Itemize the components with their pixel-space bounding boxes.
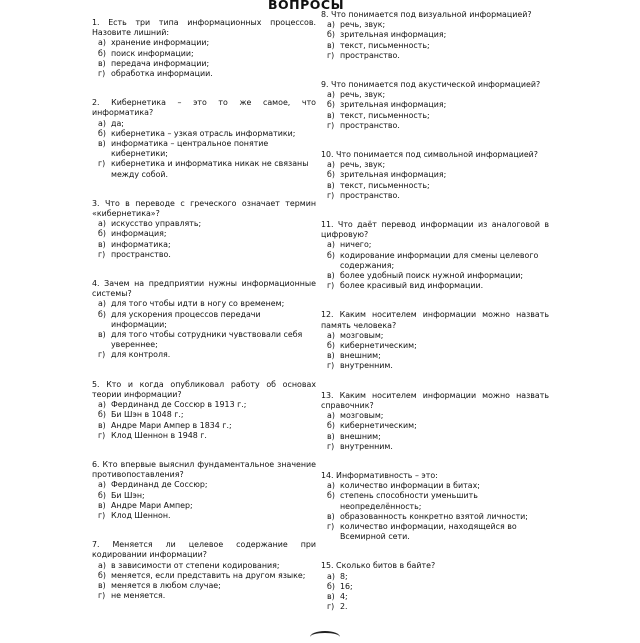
option-letter: в) — [327, 110, 335, 120]
option-text: 2. — [340, 602, 348, 612]
page-title: ВОПРОСЫ — [268, 0, 345, 12]
answer-option — [321, 491, 549, 511]
option-letter: г) — [327, 441, 335, 451]
option-letter: б) — [327, 250, 335, 260]
option-letter: в) — [98, 139, 106, 149]
option-text: Би Шэн; — [111, 490, 145, 500]
option-text: текст, письменность; — [340, 180, 430, 190]
option-text: Андре Мари Ампер в 1834 г.; — [111, 420, 232, 430]
answer-option — [321, 191, 549, 201]
answer-option — [321, 41, 549, 51]
answer-option — [92, 229, 316, 239]
option-text: зрительная информация; — [340, 170, 447, 180]
option-text: не меняется. — [111, 591, 166, 601]
option-text: зрительная информация; — [340, 30, 447, 40]
answer-option — [321, 481, 549, 491]
option-text: внешним; — [340, 351, 381, 361]
answer-option — [321, 271, 549, 281]
answer-options — [92, 400, 316, 441]
option-text: речь, звук; — [340, 90, 386, 100]
option-text: мозговым; — [340, 330, 384, 340]
question-block — [321, 391, 549, 452]
option-text: мозговым; — [340, 411, 384, 421]
question-block — [92, 199, 316, 260]
question-text: 10. Что понимается под символьной информацией? — [321, 150, 538, 160]
option-letter: в) — [327, 351, 335, 361]
answer-option — [92, 129, 316, 139]
option-text: 16; — [340, 581, 353, 591]
answer-option — [321, 341, 549, 351]
option-text: для ускорения процессов передачи информации; — [111, 309, 261, 329]
option-text: искусство управлять; — [111, 219, 202, 229]
option-text: текст, письменность; — [340, 110, 430, 120]
answer-option — [321, 111, 549, 121]
option-letter: в) — [327, 180, 335, 190]
option-text: количество информации, находящейся во Всемирной сети. — [340, 521, 517, 542]
option-letter: а) — [327, 160, 335, 170]
answer-option — [321, 30, 549, 40]
answer-options — [321, 572, 549, 613]
option-letter: а) — [98, 560, 106, 570]
question-text: 3. Что в переводе с греческого означает термин «кибернетика»? — [92, 198, 316, 219]
option-text: внешним; — [340, 431, 381, 441]
option-text: Би Шэн в 1048 г.; — [111, 410, 184, 420]
option-text: более удобный поиск нужной информации; — [340, 271, 524, 281]
option-text: Клод Шеннон. — [111, 510, 171, 520]
option-text: Фердинанд де Соссюр; — [111, 480, 208, 490]
answer-option — [321, 592, 549, 602]
option-text: поиск информации; — [111, 48, 194, 58]
option-letter: а) — [327, 20, 335, 30]
option-letter: г) — [327, 602, 335, 612]
question-text: 12. Каким носителем информации можно назвать память человека? — [321, 310, 549, 330]
question-text: 4. Зачем на предприятии нужны информационные системы? — [92, 279, 316, 299]
answer-option — [92, 159, 316, 179]
option-text: количество информации в битах; — [340, 481, 480, 491]
option-letter: б) — [327, 421, 335, 431]
option-letter: г) — [327, 521, 335, 531]
answer-option — [321, 442, 549, 452]
answer-options — [92, 219, 316, 260]
answer-option — [321, 522, 549, 542]
option-text: кибернетическим; — [340, 421, 417, 431]
question-text: 1. Есть три типа информационных процессов. Назовите лишний: — [92, 18, 316, 38]
answer-option — [321, 181, 549, 191]
answer-option — [321, 240, 549, 250]
answer-option — [92, 139, 316, 159]
answer-option — [321, 582, 549, 592]
option-text: речь, звук; — [340, 20, 386, 30]
answer-option — [92, 511, 316, 521]
question-block — [321, 310, 549, 371]
answer-option — [92, 501, 316, 511]
answer-option — [321, 251, 549, 271]
answer-options — [321, 160, 549, 201]
option-letter: в) — [98, 58, 106, 68]
answer-options — [321, 240, 549, 291]
question-text: 8. Что понимается под визуальной информацией? — [321, 10, 532, 19]
answer-option — [92, 410, 316, 420]
option-text: хранение информации; — [111, 38, 210, 48]
option-text: внутренним. — [340, 361, 393, 371]
answer-option — [321, 361, 549, 371]
option-letter: г) — [98, 591, 106, 601]
answer-option — [321, 121, 549, 131]
question-text: 6. Кто впервые выяснил фундаментальное значение противопоставления? — [92, 459, 316, 480]
question-block — [92, 540, 316, 601]
answer-option — [92, 350, 316, 360]
option-text: информация; — [111, 229, 167, 239]
option-text: кибернетика – узкая отрасль информатики; — [111, 128, 296, 138]
answer-option — [92, 581, 316, 591]
option-text: более красивый вид информации. — [340, 281, 484, 291]
option-letter: а) — [98, 118, 106, 128]
option-letter: в) — [327, 511, 335, 521]
question-text: 7. Меняется ли целевое содержание при кодировании информации? — [92, 540, 316, 560]
option-letter: б) — [98, 309, 106, 319]
option-letter: г) — [98, 69, 106, 79]
answer-option — [92, 38, 316, 48]
option-letter: г) — [98, 510, 106, 520]
answer-options — [92, 480, 316, 521]
option-letter: г) — [98, 159, 106, 169]
option-text: зрительная информация; — [340, 100, 447, 110]
option-text: меняется, если представить на другом языке; — [111, 570, 306, 580]
option-letter: б) — [327, 581, 335, 591]
option-letter: в) — [327, 591, 335, 601]
answer-option — [321, 160, 549, 170]
option-letter: г) — [98, 430, 106, 440]
answer-options — [321, 331, 549, 372]
answer-options — [321, 411, 549, 452]
answer-option — [92, 219, 316, 229]
question-block — [321, 220, 549, 291]
option-letter: г) — [98, 350, 106, 360]
option-letter: б) — [98, 128, 106, 138]
answer-options — [92, 38, 316, 79]
option-text: кибернетика и информатика никак не связаны между собой. — [111, 159, 309, 179]
option-text: для того чтобы сотрудники чувствовали себя увереннее; — [111, 330, 303, 350]
option-letter: а) — [98, 38, 106, 48]
answer-options — [321, 481, 549, 542]
option-text: образованность конкретно взятой личности; — [340, 511, 528, 521]
question-text: 11. Что даёт перевод информации из аналоговой в цифровую? — [321, 220, 549, 240]
question-block — [92, 460, 316, 521]
option-text: речь, звук; — [340, 160, 386, 170]
answer-option — [92, 431, 316, 441]
question-block — [92, 279, 316, 361]
answer-option — [321, 100, 549, 110]
answer-options — [321, 90, 549, 131]
option-text: степень способности уменьшить неопределённость; — [340, 491, 478, 511]
question-block — [321, 150, 549, 201]
option-letter: б) — [327, 100, 335, 110]
answer-options — [92, 561, 316, 602]
answer-options — [92, 299, 316, 360]
answer-option — [321, 331, 549, 341]
answer-option — [92, 491, 316, 501]
option-letter: г) — [327, 190, 335, 200]
answer-option — [321, 51, 549, 61]
option-text: Фердинанд де Соссюр в 1913 г.; — [111, 400, 247, 410]
question-text: 14. Информативность – это: — [321, 470, 438, 480]
option-letter: б) — [327, 170, 335, 180]
answer-option — [92, 561, 316, 571]
option-letter: в) — [327, 271, 335, 281]
option-letter: а) — [327, 571, 335, 581]
page-corner-mark — [310, 631, 340, 643]
option-text: кодирование информации для смены целевого содержания; — [340, 250, 539, 270]
option-text: в зависимости от степени кодирования; — [111, 560, 280, 570]
answer-option — [92, 310, 316, 330]
option-letter: а) — [327, 481, 335, 491]
option-text: информатика – центральное понятие кибернетики; — [111, 139, 269, 159]
answer-option — [92, 480, 316, 490]
option-letter: а) — [98, 400, 106, 410]
option-letter: б) — [327, 341, 335, 351]
answer-option — [92, 421, 316, 431]
option-letter: в) — [98, 580, 106, 590]
answer-option — [92, 330, 316, 350]
option-letter: а) — [98, 219, 106, 229]
answer-option — [321, 170, 549, 180]
option-letter: в) — [98, 500, 106, 510]
answer-option — [321, 351, 549, 361]
option-letter: б) — [98, 48, 106, 58]
option-text: пространство. — [340, 50, 400, 60]
option-text: пространство. — [340, 190, 400, 200]
question-block — [92, 18, 316, 79]
option-letter: б) — [98, 410, 106, 420]
answer-option — [92, 59, 316, 69]
question-text: 13. Каким носителем информации можно назвать справочник? — [321, 390, 549, 410]
option-letter: б) — [98, 570, 106, 580]
question-block — [321, 561, 549, 612]
question-block — [92, 98, 316, 180]
answer-option — [321, 20, 549, 30]
answer-option — [321, 512, 549, 522]
option-text: Клод Шеннон в 1948 г. — [111, 430, 207, 440]
question-text: 15. Сколько битов в байте? — [321, 561, 436, 571]
option-text: текст, письменность; — [340, 40, 430, 50]
answer-option — [92, 119, 316, 129]
question-text: 9. Что понимается под акустической информацией? — [321, 80, 541, 90]
option-letter: в) — [327, 431, 335, 441]
option-text: меняется в любом случае; — [111, 580, 221, 590]
question-block — [321, 471, 549, 542]
option-text: кибернетическим; — [340, 341, 417, 351]
answer-option — [321, 421, 549, 431]
option-text: передача информации; — [111, 58, 210, 68]
answer-option — [321, 411, 549, 421]
question-block — [321, 80, 549, 131]
option-letter: в) — [327, 40, 335, 50]
answer-option — [92, 571, 316, 581]
option-letter: б) — [327, 491, 335, 501]
answer-option — [92, 250, 316, 260]
option-text: 8; — [340, 571, 348, 581]
option-text: информатика; — [111, 239, 171, 249]
option-letter: г) — [327, 50, 335, 60]
option-text: для того чтобы идти в ногу со временем; — [111, 299, 285, 309]
option-text: пространство. — [111, 249, 171, 259]
answer-option — [92, 49, 316, 59]
question-text: 2. Кибернетика – это то же самое, что информатика? — [92, 98, 316, 118]
option-letter: г) — [327, 281, 335, 291]
option-letter: в) — [98, 239, 106, 249]
answer-options — [92, 119, 316, 180]
option-letter: а) — [327, 240, 335, 250]
answer-option — [92, 299, 316, 309]
option-text: пространство. — [340, 120, 400, 130]
answer-option — [321, 572, 549, 582]
option-letter: в) — [98, 330, 106, 340]
option-letter: а) — [98, 299, 106, 309]
answer-options — [321, 20, 549, 61]
right-question-column — [321, 10, 549, 631]
option-letter: б) — [327, 30, 335, 40]
answer-option — [321, 602, 549, 612]
option-text: ничего; — [340, 240, 372, 250]
question-text: 5. Кто и когда опубликовал работу об основах теории информации? — [92, 379, 316, 399]
option-letter: б) — [98, 490, 106, 500]
option-letter: в) — [98, 420, 106, 430]
answer-option — [92, 400, 316, 410]
option-letter: а) — [327, 411, 335, 421]
option-text: обработка информации. — [111, 69, 213, 79]
left-question-column — [92, 18, 316, 620]
option-letter: г) — [98, 249, 106, 259]
answer-option — [321, 90, 549, 100]
answer-option — [92, 591, 316, 601]
option-letter: г) — [327, 361, 335, 371]
answer-option — [321, 281, 549, 291]
option-text: да; — [111, 118, 124, 128]
option-text: для контроля. — [111, 350, 171, 360]
question-block — [321, 10, 549, 61]
option-letter: а) — [327, 90, 335, 100]
question-block — [92, 380, 316, 441]
answer-option — [92, 69, 316, 79]
option-letter: г) — [327, 120, 335, 130]
option-text: Андре Мари Ампер; — [111, 500, 193, 510]
option-letter: а) — [98, 480, 106, 490]
option-letter: б) — [98, 229, 106, 239]
option-text: внутренним. — [340, 441, 393, 451]
option-text: 4; — [340, 591, 348, 601]
answer-option — [321, 432, 549, 442]
option-letter: а) — [327, 330, 335, 340]
answer-option — [92, 240, 316, 250]
